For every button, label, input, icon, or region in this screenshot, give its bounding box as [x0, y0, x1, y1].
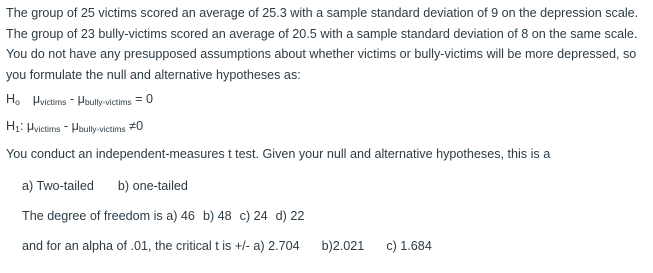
- option-t-2704[interactable]: a) 2.704: [253, 239, 300, 253]
- option-df-46[interactable]: a) 46: [166, 209, 195, 223]
- alternative-hypothesis: $H_1$: $\mu_{victims} - \mu_{bully-victims} \ne 0$: [6, 119, 144, 134]
- option-df-22[interactable]: d) 22: [275, 209, 305, 223]
- question-critical-t: and for an alpha of .01, the critical t is +/- a) 2.704 b)2.021 c) 1.684: [22, 239, 432, 253]
- problem-intro: The group of 25 victims scored an average of 25.3 with a sample standard deviation of 9 on the depression scale. The group of 23 bully-victims scored an average of 20.5 with a sample standard deviation of 8 on the same scale. You do not have any presupposed assumptions about whether victims or bully-victims will be more depressed, so you formulate the null and alternative hypotheses as:: [6, 6, 639, 82]
- option-one-tailed[interactable]: b) one-tailed: [117, 179, 188, 193]
- question-df: The degree of freedom is a) 46 b) 48 c) 24 d) 22: [22, 209, 305, 223]
- option-t-2021[interactable]: b)2.021: [321, 239, 365, 253]
- option-df-24[interactable]: c) 24: [239, 209, 268, 223]
- option-two-tailed[interactable]: a) Two-tailed: [22, 179, 94, 193]
- option-df-48[interactable]: b) 48: [202, 209, 232, 223]
- question-tails-options: [22, 179, 188, 193]
- option-t-1684[interactable]: c) 1.684: [386, 239, 432, 253]
- question-tails-text: You conduct an independent-measures t test. Given your null and alternative hypotheses, this is a: [6, 147, 551, 161]
- null-hypothesis: $H_o$ $\mu_{victims} - \mu_{bully-victims} = 0$: [6, 92, 154, 107]
